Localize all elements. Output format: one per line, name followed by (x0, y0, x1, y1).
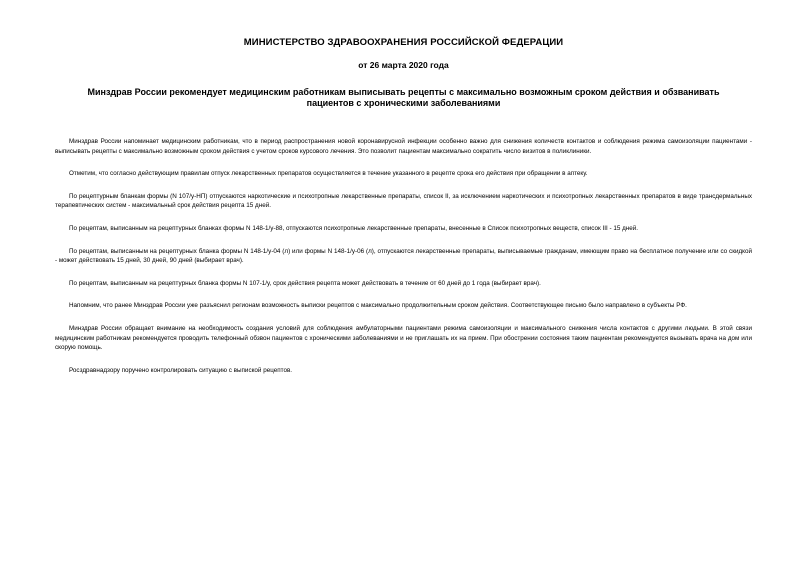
paragraph: По рецептурным бланкам формы (N 107/у-НП) отпускаются наркотические и психотропные лекарственные препараты, список II, за исключением наркотических и психотропных лекарственных препаратов в виде трансдермальных терапевтических систем - максимальный срок действия рецепта 15 дней. (55, 192, 752, 210)
paragraph: По рецептам, выписанным на рецептурных бланка формы N 107-1/у, срок действия рецепта может действовать в течение от 60 дней до 1 года (выбирает врач). (69, 279, 541, 287)
document-date: от 26 марта 2020 года (358, 60, 449, 70)
document-title: Минздрав России рекомендует медицинским работникам выписывать рецепты с максимально возможным сроком действия и обзванивать пациентов с хроническими заболеваниями (87, 87, 720, 108)
document-body (55, 137, 752, 388)
paragraph: Минздрав России напоминает медицинским работникам, что в период распространения новой коронавирусной инфекции особенно важно для снижения количеств контактов и соблюдения режима самоизоляции пациентами - выписывать рецепты с максимально возможным сроком действия с учетом сроков курсового лечения. Это позволит пациентам максимально сократить число визитов в поликлиники. (55, 138, 752, 155)
ministry-heading: МИНИСТЕРСТВО ЗДРАВООХРАНЕНИЯ РОССИЙСКОЙ ФЕДЕРАЦИИ (243, 37, 564, 48)
paragraph: По рецептам, выписанным на рецептурных бланка формы N 148-1/у-04 (л) или формы N 148-1/у-06 (л), отпускаются лекарственные препараты, выписываемые гражданам, имеющим право на бесплатное получение или со скидкой - может действовать 15 дней, 30 дней, 90 дней (выбирает врач). (55, 247, 752, 265)
paragraph: Напомним, что ранее Минздрав России уже разъяснил регионам возможность выписки рецептов с максимально продолжительным сроком действия. Соответствующее письмо было направлено в субъекты РФ. (69, 302, 687, 310)
paragraph: Отметим, что согласно действующим правилам отпуск лекарственных препаратов осуществляется в течение указанного в рецепте срока его действия при обращении в аптеку. (69, 170, 588, 178)
paragraph: Росздравнадзору поручено контролировать ситуацию с выпиской рецептов. (69, 366, 293, 374)
paragraph: Минздрав России обращает внимание на необходимость создания условий для соблюдения амбулаторными пациентами режима самоизоляции и максимального снижения числа контактов с другими людьми. В этой связи медицинским работникам рекомендуется проводить телефонный обзвон пациентов с хроническими заболеваниями и не приглашать их на прием. При обострении состояния таким пациентам рекомендуется вызывать врача на дом или скорую помощь. (55, 324, 752, 352)
paragraph: По рецептам, выписанным на рецептурных бланках формы N 148-1/у-88, отпускаются психотропные лекарственные препараты, внесенные в Список психотропных веществ, список III - 15 дней. (69, 224, 639, 232)
